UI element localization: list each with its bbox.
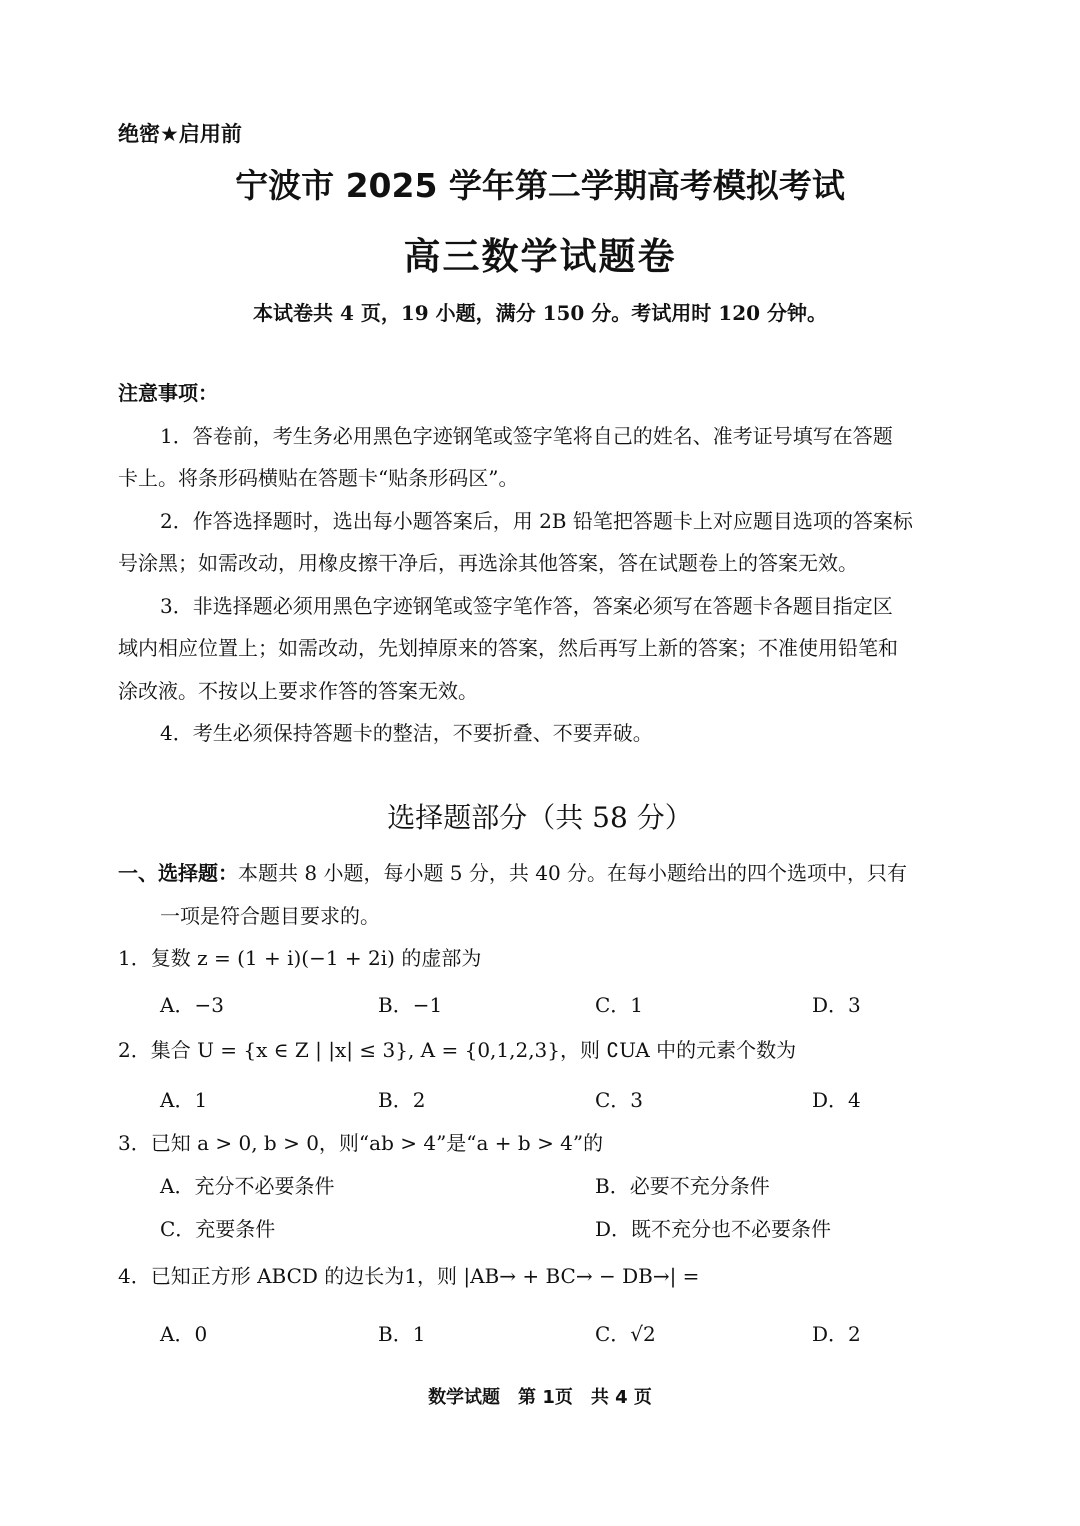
question-2-option-a: A．1: [160, 1088, 208, 1112]
notice-line: 涂改液。不按以上要求作答的答案无效。: [118, 679, 478, 703]
question-1-option-c: C．1: [595, 993, 644, 1017]
question-3-option-d: D．既不充分也不必要条件: [595, 1217, 832, 1241]
question-2-option-c: C．3: [595, 1088, 644, 1112]
question-3-stem: 3．已知 a > 0, b > 0，则“ab > 4”是“a + b > 4”的: [118, 1131, 604, 1155]
notice-line: 号涂黑；如需改动，用橡皮擦干净后，再选涂其他答案，答在试题卷上的答案无效。: [118, 551, 858, 575]
notice-line: 卡上。将条形码横贴在答题卡“贴条形码区”。: [118, 466, 519, 490]
question-1-option-a: A．−3: [160, 993, 224, 1017]
question-4-option-c: C．√2: [595, 1322, 656, 1346]
part-description: 本题共 8 小题，每小题 5 分，共 40 分。在每小题给出的四个选项中，只有: [238, 861, 908, 885]
question-3-option-c: C．充要条件: [160, 1217, 276, 1241]
question-2-stem: 2．集合 U = {x ∈ Z | |x| ≤ 3}, A = {0,1,2,3}，则 ∁UA 中的元素个数为: [118, 1038, 797, 1062]
paper-title: 高三数学试题卷: [403, 235, 677, 278]
section-title: 选择题部分（共 58 分）: [387, 801, 693, 834]
question-4-stem: 4．已知正方形 ABCD 的边长为1，则 |AB→ + BC→ − DB→| =: [118, 1264, 700, 1288]
question-1-option-d: D．3: [812, 993, 861, 1017]
notice-line: 4．考生必须保持答题卡的整洁，不要折叠、不要弄破。: [160, 721, 653, 745]
notice-line: 3．非选择题必须用黑色字迹钢笔或签字笔作答，答案必须写在答题卡各题目指定区: [160, 594, 893, 618]
notice-line: 2．作答选择题时，选出每小题答案后，用 2B 铅笔把答题卡上对应题目选项的答案标: [160, 509, 913, 533]
confidential-label: 绝密★启用前: [118, 122, 242, 146]
part-label: 一、选择题：: [118, 861, 238, 885]
question-4-option-a: A．0: [160, 1322, 208, 1346]
notice-line: 域内相应位置上；如需改动，先划掉原来的答案，然后再写上新的答案；不准使用铅笔和: [118, 636, 898, 660]
exam-title: 宁波市 2025 学年第二学期高考模拟考试: [235, 166, 845, 205]
page-footer: 数学试题 第 1页 共 4 页: [428, 1387, 652, 1408]
question-1-stem: 1．复数 z = (1 + i)(−1 + 2i) 的虚部为: [118, 946, 482, 970]
notice-line: 1．答卷前，考生务必用黑色字迹钢笔或签字笔将自己的姓名、准考证号填写在答题: [160, 424, 893, 448]
question-1-option-b: B．−1: [378, 993, 443, 1017]
question-4-option-b: B．1: [378, 1322, 426, 1346]
question-4-option-d: D．2: [812, 1322, 861, 1346]
question-3-option-a: A．充分不必要条件: [160, 1174, 335, 1198]
question-2-option-d: D．4: [812, 1088, 861, 1112]
question-2-option-b: B．2: [378, 1088, 426, 1112]
part-description-cont: 一项是符合题目要求的。: [160, 904, 380, 928]
exam-info: 本试卷共 4 页，19 小题，满分 150 分。考试用时 120 分钟。: [253, 301, 827, 325]
part-heading: [118, 857, 907, 886]
notice-heading: 注意事项：: [118, 381, 218, 405]
question-3-option-b: B．必要不充分条件: [595, 1174, 770, 1198]
